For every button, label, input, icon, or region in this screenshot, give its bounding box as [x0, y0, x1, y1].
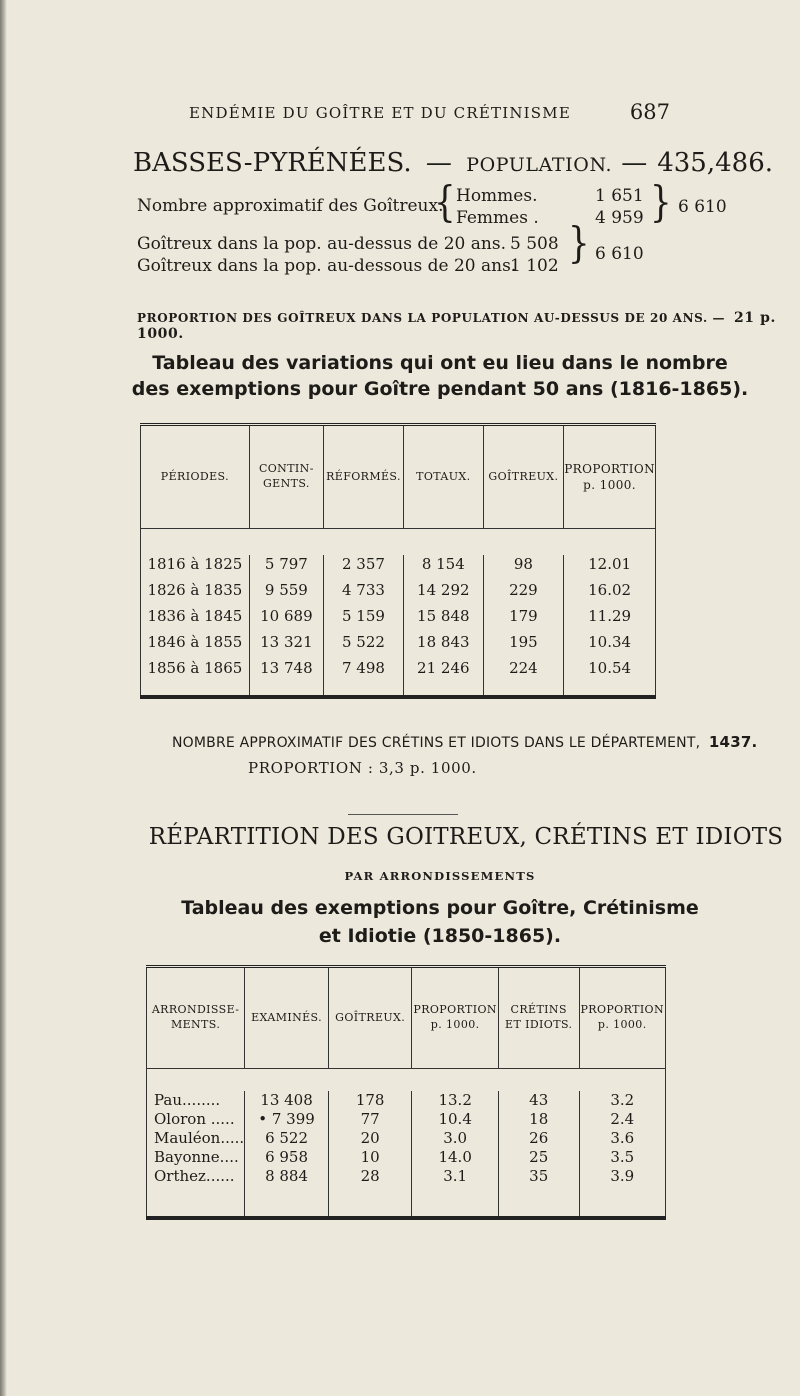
proportion-value: 21 p. 1000. [137, 310, 776, 342]
below-20-value: 1 102 [510, 256, 559, 276]
table2-header: PROPORTION p. 1000. [579, 967, 666, 1069]
table1-cell: 195 [483, 633, 564, 659]
table1-header-row [141, 425, 656, 529]
table2-header: GOÎTREUX. [328, 967, 412, 1069]
table2-cell: 3.6 [579, 1129, 666, 1148]
table1-header: RÉFORMÉS. [324, 425, 404, 529]
department-heading [133, 148, 773, 178]
population-number: 435,486. [657, 148, 773, 178]
goitreux-label: Nombre approximatif des Goîtreux. [137, 196, 444, 216]
table2-spacer [147, 1069, 666, 1091]
table1-cell: 5 797 [249, 555, 323, 581]
table2-cell: 178 [328, 1091, 412, 1110]
table1-cell: 224 [483, 659, 564, 697]
table1-cell: 98 [483, 555, 564, 581]
age-split-total: 6 610 [595, 244, 644, 264]
table2-cell: 20 [328, 1129, 412, 1148]
table2-cell: • 7 399 [245, 1110, 329, 1129]
table2-caption-line2: et Idiotie (1850-1865). [318, 925, 562, 947]
table2-header-row [147, 967, 666, 1069]
table1-cell: 21 246 [403, 659, 483, 697]
table2-cell: 3.0 [412, 1129, 498, 1148]
table-row [141, 581, 656, 607]
table2-cell: 6 958 [245, 1148, 329, 1167]
table2-cell: 25 [498, 1148, 579, 1167]
hommes-label: Hommes. [456, 186, 538, 206]
population-value [621, 148, 773, 178]
table1-header: PROPORTION p. 1000. [564, 425, 656, 529]
running-head-title: ENDÉMIE DU GOÎTRE ET DU CRÉTINISME [189, 104, 571, 122]
table1-cell: 5 159 [324, 607, 404, 633]
table1-cell: 1836 à 1845 [141, 607, 250, 633]
table2-cell: 2.4 [579, 1110, 666, 1129]
table2-header: PROPORTION p. 1000. [412, 967, 498, 1069]
table2-cell: 35 [498, 1167, 579, 1218]
table2-cell: 18 [498, 1110, 579, 1129]
table1-caption-line2: des exemptions pour Goître pendant 50 ans (1816-1865). [131, 378, 749, 400]
table2-cell: 10.4 [412, 1110, 498, 1129]
table1-cell: 1856 à 1865 [141, 659, 250, 697]
above-20-value: 5 508 [510, 234, 559, 254]
page-number: 687 [629, 100, 670, 124]
page-binding-edge [0, 0, 7, 1396]
table1-cell: 14 292 [403, 581, 483, 607]
table2-cell: 13.2 [412, 1091, 498, 1110]
table1-cell: 1846 à 1855 [141, 633, 250, 659]
table1-cell: 7 498 [324, 659, 404, 697]
table-row [147, 1110, 666, 1129]
table2-caption-line1: Tableau des exemptions pour Goître, Crétinisme [181, 897, 699, 919]
table1-cell: 10 689 [249, 607, 323, 633]
table2-cell: 14.0 [412, 1148, 498, 1167]
exemptions-table [140, 423, 656, 699]
table1-cell: 9 559 [249, 581, 323, 607]
table1-cell: 2 357 [324, 555, 404, 581]
table1-cell: 1816 à 1825 [141, 555, 250, 581]
region-name: BASSES-PYRÉNÉES. [133, 148, 412, 178]
table1-cell: 18 843 [403, 633, 483, 659]
table2-cell: 8 884 [245, 1167, 329, 1218]
table2-cell: 28 [328, 1167, 412, 1218]
table-row [147, 1129, 666, 1148]
table2-header: EXAMINÉS. [245, 967, 329, 1069]
table1-cell: 11.29 [564, 607, 656, 633]
table1-cell: 10.54 [564, 659, 656, 697]
table2-cell: Oloron ..... [147, 1110, 245, 1129]
table-row [147, 1167, 666, 1218]
table2-header: ARRONDISSE- MENTS. [147, 967, 245, 1069]
table2-cell: 3.2 [579, 1091, 666, 1110]
running-head [150, 100, 670, 124]
table1-cell: 8 154 [403, 555, 483, 581]
table1-cell: 10.34 [564, 633, 656, 659]
table2-cell: 77 [328, 1110, 412, 1129]
cretins-note [172, 733, 772, 751]
table1-cell: 179 [483, 607, 564, 633]
arrondissements-table [146, 965, 666, 1220]
table-row [147, 1091, 666, 1110]
table-row [141, 659, 656, 697]
table2-cell: 3.1 [412, 1167, 498, 1218]
table1-header: CONTIN- GENTS. [249, 425, 323, 529]
table2-cell: Orthez...... [147, 1167, 245, 1218]
table2-cell: 6 522 [245, 1129, 329, 1148]
table2-cell: Mauléon..... [147, 1129, 245, 1148]
table-row [141, 607, 656, 633]
left-brace: { [434, 177, 456, 227]
section-title: RÉPARTITION DES GOITREUX, CRÉTINS ET IDIOTS [148, 824, 784, 850]
table1-cell: 229 [483, 581, 564, 607]
table1-cell: 4 733 [324, 581, 404, 607]
table-row [141, 633, 656, 659]
table1-cell: 12.01 [564, 555, 656, 581]
table-row [141, 555, 656, 581]
proportion-text: PROPORTION DES GOÎTREUX DANS LA POPULATION AU-DESSUS DE 20 ANS. — [137, 311, 726, 325]
cretins-note-value: 1437. [708, 733, 758, 751]
below-20-label: Goîtreux dans la pop. au-dessous de 20 ans. [137, 256, 517, 276]
table1-cell: 16.02 [564, 581, 656, 607]
heading-dash: — [425, 148, 452, 178]
femmes-label: Femmes . [456, 208, 539, 228]
table-row [147, 1148, 666, 1167]
table1-cell: 5 522 [324, 633, 404, 659]
table2-cell: 43 [498, 1091, 579, 1110]
femmes-value: 4 959 [595, 208, 644, 228]
table2-cell: 26 [498, 1129, 579, 1148]
table1-cell: 13 321 [249, 633, 323, 659]
above-20-label: Goîtreux dans la pop. au-dessus de 20 ans. [137, 234, 506, 254]
table2-cell: 13 408 [245, 1091, 329, 1110]
age-brace: } [568, 218, 590, 268]
table1-spacer [141, 529, 656, 555]
table1-cell: 13 748 [249, 659, 323, 697]
table1-caption-line1: Tableau des variations qui ont eu lieu dans le nombre [152, 352, 728, 374]
table2-header: CRÉTINS ET IDIOTS. [498, 967, 579, 1069]
right-brace: } [650, 177, 672, 227]
table1-header: PÉRIODES. [141, 425, 250, 529]
section-subtitle: PAR ARRONDISSEMENTS [344, 869, 536, 883]
hommes-value: 1 651 [595, 186, 644, 206]
table1-header: GOÎTREUX. [483, 425, 564, 529]
table1-cell: 1826 à 1835 [141, 581, 250, 607]
table2-cell: Pau........ [147, 1091, 245, 1110]
proportion-line [137, 310, 800, 342]
goitreux-total: 6 610 [678, 197, 727, 217]
table2-cell: Bayonne.... [147, 1148, 245, 1167]
cretins-proportion: PROPORTION : 3,3 p. 1000. [248, 759, 477, 777]
table2-cell: 3.9 [579, 1167, 666, 1218]
table1-header: TOTAUX. [403, 425, 483, 529]
heading-dash-2: — [621, 148, 648, 178]
table1-cell: 15 848 [403, 607, 483, 633]
population-label: POPULATION. [466, 154, 613, 176]
cretins-note-text: NOMBRE APPROXIMATIF DES CRÉTINS ET IDIOTS DANS LE DÉPARTEMENT, [172, 735, 701, 751]
section-rule [348, 814, 458, 815]
table2-cell: 3.5 [579, 1148, 666, 1167]
table2-cell: 10 [328, 1148, 412, 1167]
